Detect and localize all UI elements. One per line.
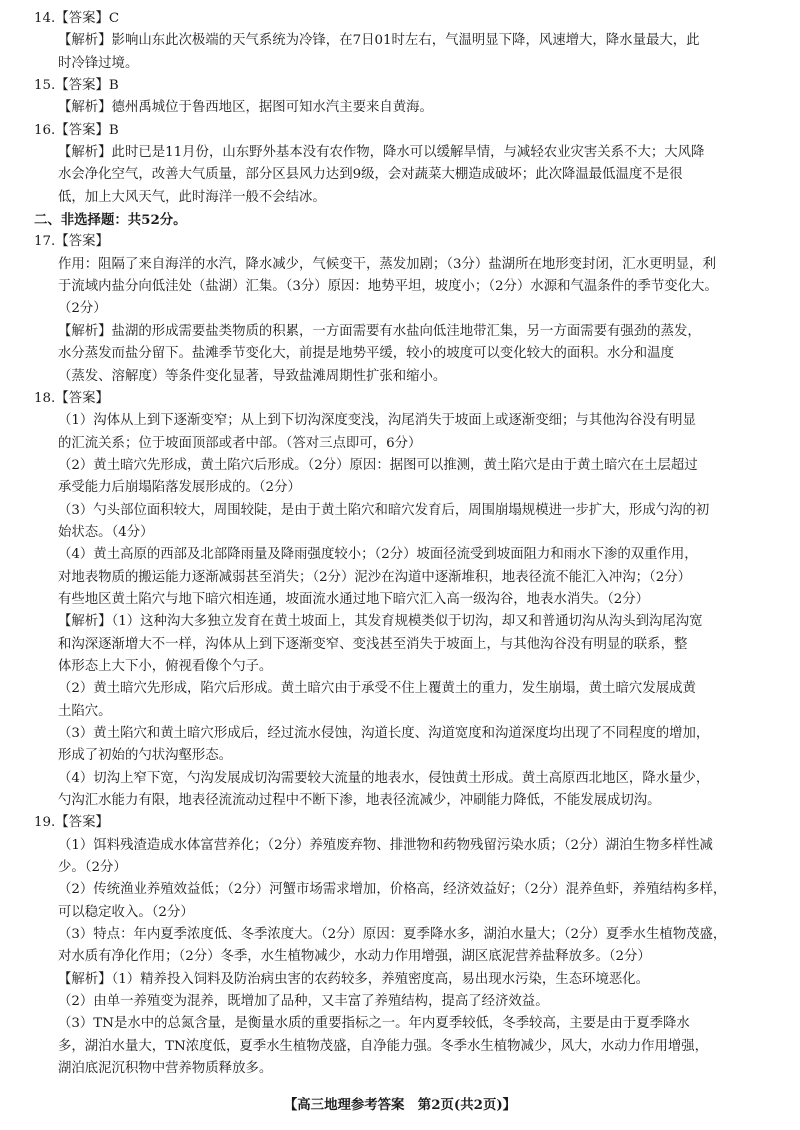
text-line: 始状态。（4分） — [58, 524, 154, 540]
text-line: 作用：阻隔了来自海洋的水汽，降水减少，气候变干，蒸发加剧；（3分）盐湖所在地形变封闭，汇水更明显，利 — [58, 256, 716, 272]
text-line: （3）勺头部位面积较大，周围较陡，是由于黄土陷穴和暗穴发育后，周围崩塌规模进一步扩大，形成勺沟的初 — [58, 502, 710, 518]
text-line: （蒸发、溶解度）等条件变化显著，导致盐滩周期性扩张和缩小。 — [58, 368, 447, 384]
text-line: 多，湖泊水量大，TN浓度低，夏季水生植物茂盛，自净能力强。冬季水生植物减少，风大，水动力作用增强， — [58, 1038, 709, 1054]
text-line: （1）沟体从上到下逐渐变窄；从上到下切沟深度变浅，沟尾消失于坡面上或逐渐变细；与其他沟谷没有明显 — [58, 413, 696, 429]
text-line: 土陷穴。 — [58, 703, 112, 719]
text-line: （3）黄土陷穴和黄土暗穴形成后，经过流水侵蚀，沟道长度、沟道宽度和沟道深度均出现了不同程度的增加， — [58, 726, 710, 741]
text-line: 17.【答案】 — [34, 234, 109, 250]
text-line: 【解析】德州禹城位于鲁西地区，据图可知水汽主要来自黄海。 — [58, 100, 433, 116]
text-line: 14.【答案】C — [34, 11, 120, 26]
page-footer: 【高三地理参考答案 第2页(共2页)】 — [283, 1097, 517, 1113]
text-line: 【解析】（1）这种沟大多独立发育在黄土坡面上，其发育规模类似于切沟，却又和普通切沟从沟头到沟尾沟宽 — [58, 614, 703, 630]
text-line: （3）TN是水中的总氮含量，是衡量水质的重要指标之一。年内夏季较低，冬季较高，主要是由于夏季降水 — [58, 1016, 690, 1032]
text-line: 水分蒸发而盐分留下。盐滩季节变化大，前提是地势平缓，较小的坡度可以变化较大的面积。水分和温度 — [58, 346, 674, 362]
text-line: 少。（2分） — [58, 860, 127, 876]
text-line: （2）黄土暗穴先形成，陷穴后形成。黄土暗穴由于承受不住上覆黄土的重力，发生崩塌，黄土暗穴发展成黄 — [58, 681, 696, 697]
answer-text-body — [34, 8, 766, 1081]
text-line: 可以稳定收入。（2分） — [58, 904, 194, 920]
text-line: （2）黄土暗穴先形成，黄土陷穴后形成。（2分）原因：据图可以推测，黄土陷穴是由于黄土暗穴在土层超过 — [58, 457, 698, 473]
text-line: 【解析】（1）精养投入饲料及防治病虫害的农药较多，养殖密度高，易出现水污染，生态环境恶化。 — [58, 971, 650, 987]
text-line: （2）传统渔业养殖效益低；（2分）河蟹市场需求增加，价格高，经济效益好；（2分）混养鱼虾，养殖结构多样， — [58, 882, 727, 898]
text-line: 16.【答案】B — [34, 122, 119, 138]
text-line: 的汇流关系；位于坡面顶部或者中部。（答对三点即可，6分） — [58, 435, 422, 451]
text-line: 19.【答案】 — [34, 815, 109, 831]
text-line: 勺沟汇水能力有限，地表径流流动过程中不断下渗，地表径流减少，冲刷能力降低，不能发展成切沟。 — [58, 793, 661, 809]
text-line: 二、非选择题：共52分。 — [34, 212, 187, 229]
text-line: 体形态上大下小，俯视看像个勺子。 — [58, 658, 273, 674]
text-line: 有些地区黄土陷穴与地下暗穴相连通，坡面流水通过地下暗穴汇入高一级沟谷，地表水消失。（2分） — [58, 591, 650, 607]
text-line: 对水质有净化作用；（2分）冬季，水生植物减少，水动力作用增强，湖区底泥营养盐释放多。（2分） — [58, 949, 651, 965]
text-line: 对地表物质的搬运能力逐渐减弱甚至消失；（2分）泥沙在沟道中逐渐堆积，地表径流不能汇入冲沟；（2分） — [58, 569, 691, 585]
text-line: （1）饵料残渣造成水体富营养化；（2分）养殖废弃物、排泄物和药物残留污染水质；（2分）湖泊生物多样性减 — [58, 837, 713, 853]
text-line: 于流域内盐分向低洼处（盐湖）汇集。（3分）原因：地势平坦，坡度小；（2分）水源和气温条件的季节变化大。 — [58, 279, 718, 295]
text-line: 形成了初始的勺状沟壑形态。 — [58, 748, 233, 764]
text-line: 水会净化空气，改善大气质量，部分区县风力达到9级，会对蔬菜大棚造成破坏；此次降温最低温度不是很 — [58, 167, 683, 183]
text-line: （3）特点：年内夏季浓度低、冬季浓度大。（2分）原因：夏季降水多，湖泊水量大；（2分）夏季水生植物茂盛， — [58, 927, 727, 943]
text-line: （4）切沟上窄下宽，勺沟发展成切沟需要较大流量的地表水，侵蚀黄土形成。黄土高原西北地区，降水量少， — [58, 770, 710, 786]
text-line: 低，加上大风天气，此时海洋一般不会结冰。 — [58, 189, 326, 205]
text-line: （4）黄土高原的西部及北部降雨量及降雨强度较小；（2分）坡面径流受到坡面阻力和雨水下渗的双重作用， — [58, 547, 698, 563]
text-line: （2分） — [58, 301, 107, 317]
text-line: 15.【答案】B — [34, 78, 119, 94]
text-line: 承受能力后崩塌陷落发展形成的。（2分） — [58, 480, 301, 496]
text-line: 湖泊底泥沉积物中营养物质释放多。 — [58, 1061, 273, 1077]
text-line: （2）由单一养殖变为混养，既增加了品种，又丰富了养殖结构，提高了经济效益。 — [58, 994, 549, 1010]
text-line: 【解析】影响山东此次极端的天气系统为冷锋，在7日01时左右，气温明显下降，风速增大，降水量最大，此 — [58, 33, 700, 49]
text-line: 和沟深逐渐增大不一样，沟体从上到下逐渐变窄、变浅甚至消失于坡面上，与其他沟谷没有明显的联系，整 — [58, 636, 688, 652]
text-line: 时冷锋过境。 — [58, 55, 139, 71]
text-line: 18.【答案】 — [34, 390, 109, 406]
text-line: 【解析】盐湖的形成需要盐类物质的积累，一方面需要有水盐向低洼地带汇集，另一方面需要有强劲的蒸发， — [58, 323, 701, 339]
text-line: 【解析】此时已是11月份，山东野外基本没有农作物，降水可以缓解旱情，与减轻农业灾害关系不大；大风降 — [58, 145, 705, 161]
